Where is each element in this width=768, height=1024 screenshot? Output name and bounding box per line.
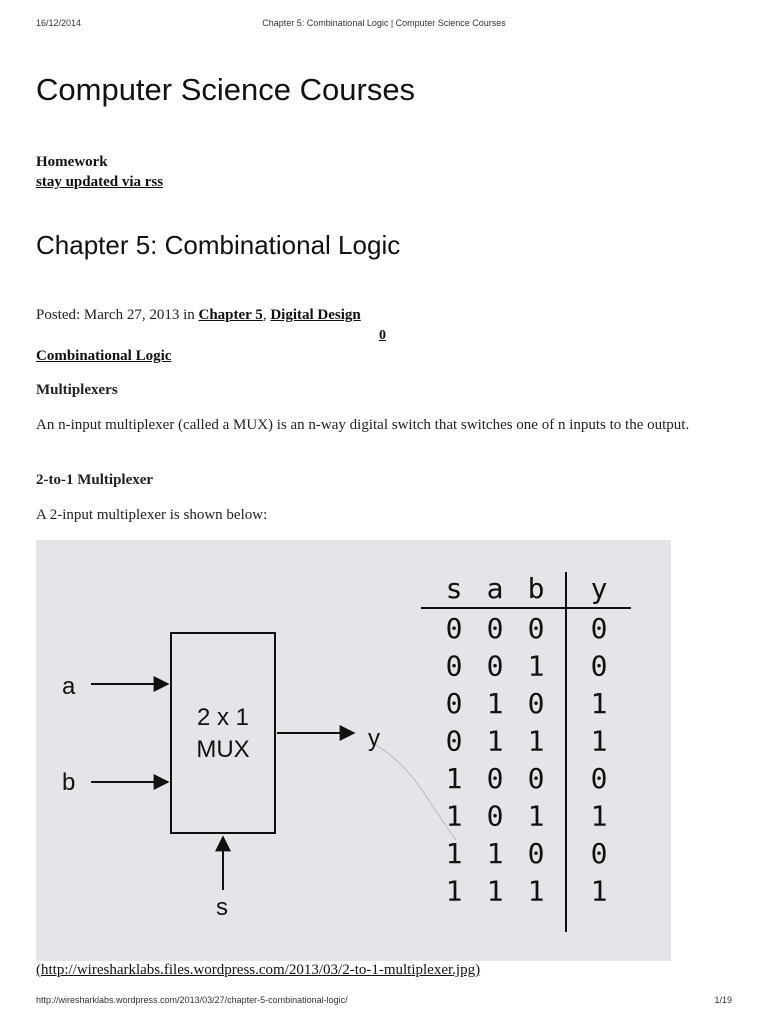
truth-table-cell: 1: [527, 724, 545, 758]
print-page-title: Chapter 5: Combinational Logic | Computer Science Courses: [262, 18, 506, 28]
truth-table-cell: 0: [527, 687, 545, 720]
site-title[interactable]: Computer Science Courses: [36, 72, 416, 107]
truth-table-cell: 1: [486, 687, 504, 720]
paragraph-shown: A 2-input multiplexer is shown below:: [36, 507, 268, 523]
print-url: http://wiresharklabs.wordpress.com/2013/03/27/chapter-5-combinational-logic/: [36, 995, 348, 1005]
truth-table-cell: 0: [590, 762, 608, 795]
truth-table-cell: 0: [486, 649, 504, 683]
truth-table-cell: 1: [445, 874, 463, 908]
image-source-link[interactable]: (http://wiresharklabs.files.wordpress.com/2013/03/2-to-1-multiplexer.jpg): [36, 962, 481, 978]
truth-table-cell: 1: [590, 799, 608, 833]
print-page-number: 1/19: [714, 995, 732, 1005]
section-link[interactable]: Combinational Logic: [36, 348, 172, 364]
truth-table-cell: 1: [486, 837, 504, 870]
truth-table-header-y: y: [590, 572, 608, 605]
truth-table-cell: 1: [445, 799, 463, 833]
truth-table-cell: 0: [445, 724, 463, 758]
truth-table-cell: 0: [590, 837, 608, 870]
truth-table-cell: 1: [590, 687, 608, 720]
comments-count: [379, 328, 386, 344]
truth-table-cell: 0: [486, 612, 504, 645]
print-date: 16/12/2014: [36, 18, 82, 28]
category-separator: ,: [262, 307, 271, 323]
truth-table-header-a: a: [486, 572, 504, 605]
category-link-digital-design[interactable]: Digital Design: [270, 307, 361, 323]
figure-background: [36, 540, 671, 961]
truth-table-cell: 1: [445, 762, 463, 795]
section-link-wrapper: [36, 346, 736, 367]
post-title: Chapter 5: Combinational Logic: [36, 230, 401, 260]
truth-table-cell: 0: [486, 799, 504, 833]
truth-table-cell: 0: [445, 649, 463, 683]
posted-date-text: Posted: March 27, 2013 in: [36, 307, 199, 323]
truth-table-cell: 0: [445, 687, 463, 720]
select-s-label: s: [216, 894, 228, 921]
truth-table-cell: 0: [445, 612, 463, 645]
mux-block-label-1: 2 x 1: [196, 704, 250, 731]
truth-table-cell: 1: [527, 799, 545, 833]
truth-table-cell: 0: [590, 612, 608, 645]
category-link-chapter-5[interactable]: Chapter 5: [198, 307, 263, 323]
truth-table-header-s: s: [445, 572, 463, 605]
truth-table-header-b: b: [527, 572, 545, 605]
truth-table-cell: 1: [590, 724, 608, 758]
truth-table-cell: 0: [486, 762, 504, 795]
truth-table-cell: 1: [486, 724, 504, 758]
truth-table-cell: 0: [590, 649, 608, 683]
truth-table-cell: 0: [527, 837, 545, 870]
paragraph-mux: An n-input multiplexer (called a MUX) is an n-way digital switch that switches one of n inputs to the output.: [36, 417, 690, 433]
input-b-label: b: [62, 769, 76, 796]
mux-block-label-2: MUX: [196, 736, 250, 763]
truth-table-cell: 0: [527, 762, 545, 795]
input-a-label: a: [62, 673, 76, 700]
truth-table-cell: 1: [590, 874, 608, 908]
truth-table-cell: 1: [445, 837, 463, 870]
comments-link[interactable]: 0: [379, 328, 386, 343]
post-meta: [36, 307, 361, 324]
truth-table-cell: 0: [527, 612, 545, 645]
mux-figure-image[interactable]: [36, 540, 671, 961]
heading-multiplexers: Multiplexers: [36, 382, 118, 398]
menu-rss-link[interactable]: stay updated via rss: [36, 174, 164, 190]
truth-table-cell: 1: [527, 874, 545, 908]
image-link-wrapper: [36, 962, 480, 979]
heading-2to1: 2-to-1 Multiplexer: [36, 472, 154, 488]
site-menu: [36, 152, 163, 192]
truth-table-cell: 1: [486, 874, 504, 908]
output-y-label: y: [368, 725, 380, 752]
mux-diagram: [36, 540, 671, 961]
menu-homework-link[interactable]: Homework: [36, 154, 108, 170]
truth-table-cell: 1: [527, 649, 545, 683]
